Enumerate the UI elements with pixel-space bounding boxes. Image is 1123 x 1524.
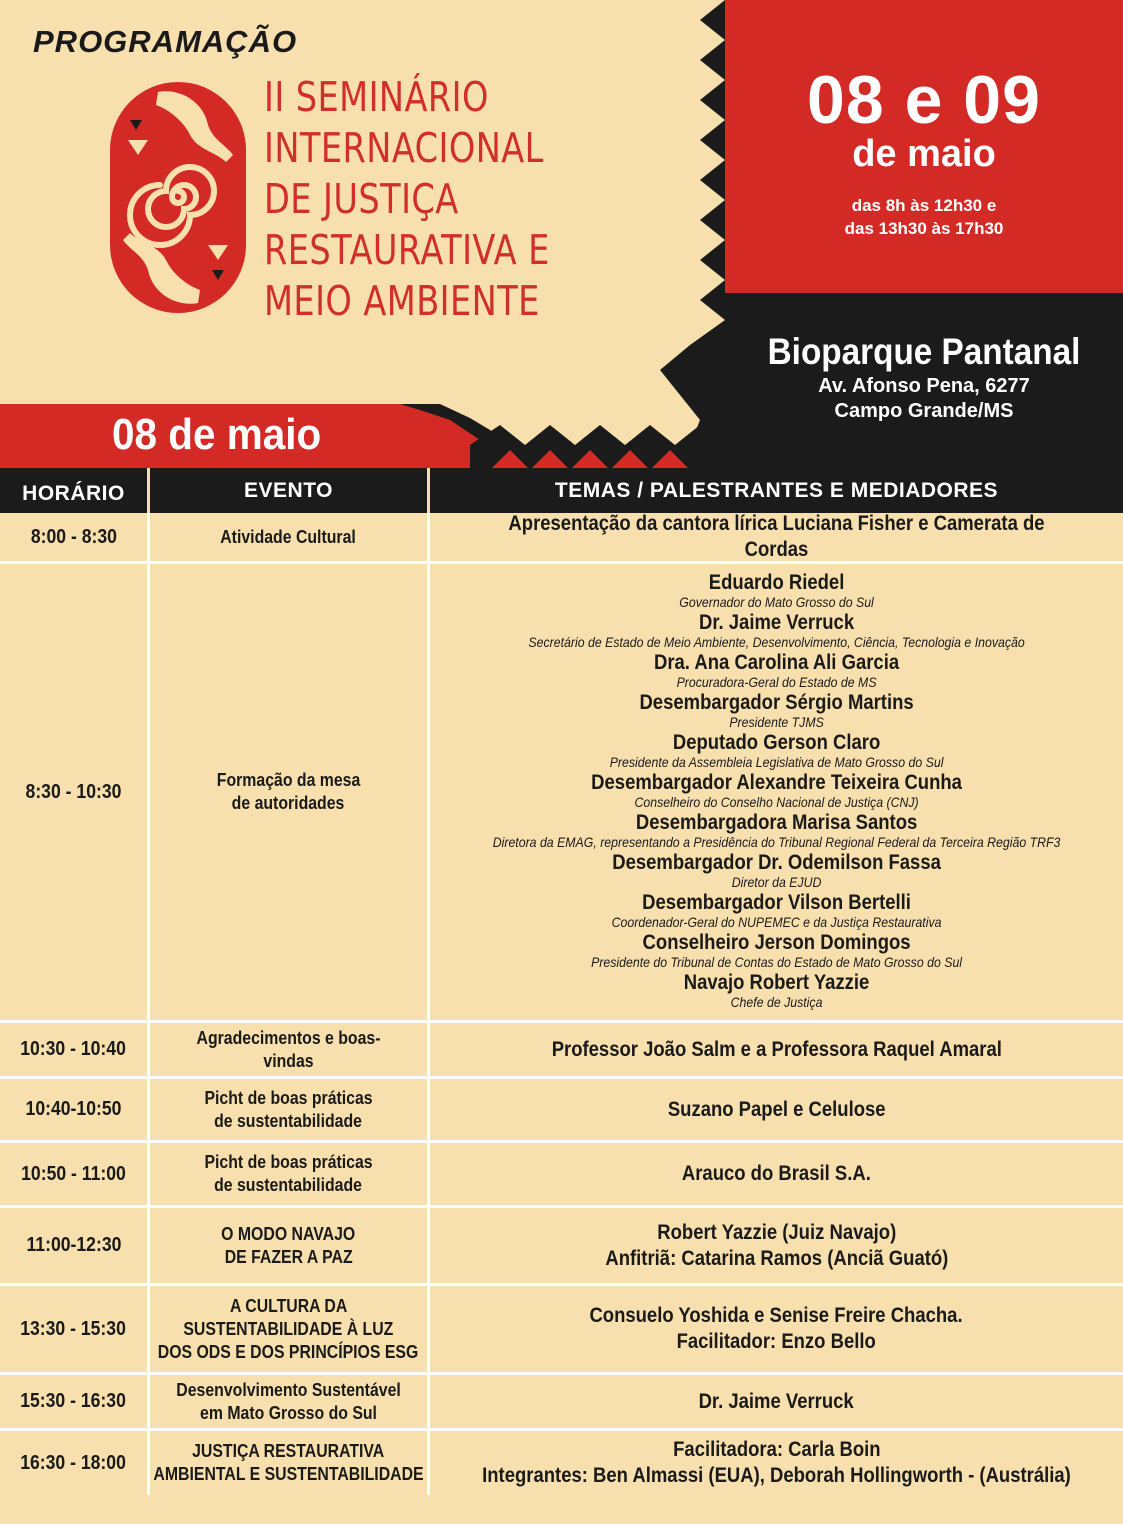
details-text: Professor João Salm e a Professora Raquel Amaral <box>551 1037 1002 1061</box>
venue-address: Av. Afonso Pena, 6277 <box>818 375 1030 397</box>
row-time <box>0 1143 150 1205</box>
details-text: Integrantes: Ben Almassi (EUA), Deborah Hollingworth - (Austrália) <box>482 1464 1071 1487</box>
event-text: Picht de boas práticas <box>204 1087 373 1108</box>
row-event <box>150 1208 430 1283</box>
row-time <box>0 1286 150 1372</box>
authority-role: Coordenador-Geral do NUPEMEC e da Justiça Restaurativa <box>611 914 942 930</box>
table-row <box>0 564 1123 1023</box>
details-text: Arauco do Brasil S.A. <box>682 1162 871 1185</box>
schedule-table <box>0 468 1123 1495</box>
details-text: Apresentação da cantora lírica Luciana Fisher e Camerata de Cordas <box>508 512 1045 561</box>
hours-line: das 13h30 às 17h30 <box>844 219 1004 238</box>
row-time <box>0 1023 150 1076</box>
time-text: 8:30 - 10:30 <box>25 780 122 803</box>
header-time: HORÁRIO <box>0 468 150 513</box>
venue <box>725 330 1123 424</box>
authority-role: Governador do Mato Grosso do Sul <box>679 594 874 610</box>
row-event <box>150 1286 430 1372</box>
table-header <box>0 468 1123 513</box>
venue-city: Campo Grande/MS <box>834 400 1014 422</box>
authority-name: Deputado Gerson Claro <box>672 731 881 754</box>
venue-name: Bioparque Pantanal <box>767 331 1081 372</box>
table-row <box>0 1431 1123 1495</box>
authority-name: Dra. Ana Carolina Ali Garcia <box>653 651 900 674</box>
time-text: 10:50 - 11:00 <box>21 1162 126 1185</box>
details-text: Robert Yazzie (Juiz Navajo) <box>657 1220 896 1244</box>
authority-name: Desembargadora Marisa Santos <box>635 811 918 834</box>
event-text: de sustentabilidade <box>214 1175 363 1195</box>
event-text: DE FAZER A PAZ <box>224 1246 353 1267</box>
seminar-title <box>264 72 550 327</box>
header-event: EVENTO <box>150 468 430 513</box>
event-text: O MODO NAVAJO <box>221 1223 356 1244</box>
row-details <box>430 1079 1123 1140</box>
row-event <box>150 564 430 1020</box>
row-time <box>0 1431 150 1495</box>
row-event <box>150 1375 430 1428</box>
seminar-title-line: MEIO AMBIENTE <box>264 277 540 325</box>
time-text: 8:00 - 8:30 <box>30 525 117 548</box>
event-text: SUSTENTABILIDADE À LUZ <box>183 1318 394 1339</box>
details-text: Dr. Jaime Verruck <box>698 1389 855 1413</box>
row-time <box>0 564 150 1020</box>
event-text: Atividade Cultural <box>220 526 357 547</box>
time-text: 13:30 - 15:30 <box>20 1317 127 1340</box>
table-row <box>0 1143 1123 1208</box>
row-event <box>150 1023 430 1076</box>
header-details: TEMAS / PALESTRANTES E MEDIADORES <box>554 478 999 502</box>
row-event <box>150 1431 430 1495</box>
authority-role: Presidente TJMS <box>729 714 824 730</box>
row-event <box>150 1079 430 1140</box>
authority-role: Diretor da EJUD <box>731 874 822 890</box>
seminar-title-line: RESTAURATIVA E <box>264 226 550 274</box>
row-event <box>150 1143 430 1205</box>
authority-name: Desembargador Vilson Bertelli <box>642 891 911 914</box>
row-event <box>150 513 430 561</box>
time-text: 15:30 - 16:30 <box>20 1390 127 1412</box>
details-text: Anfitriã: Catarina Ramos (Anciã Guató) <box>605 1246 948 1270</box>
time-text: 16:30 - 18:00 <box>20 1451 127 1474</box>
day-title: 08 de maio <box>112 410 322 459</box>
authority-name: Eduardo Riedel <box>708 571 845 594</box>
header <box>0 0 1123 470</box>
row-details <box>430 1375 1123 1428</box>
table-row <box>0 1023 1123 1079</box>
authority-role: Secretário de Estado de Meio Ambiente, Desenvolvimento, Ciência, Tecnologia e Inovação <box>528 634 1025 650</box>
date-month: de maio <box>852 133 996 175</box>
row-time <box>0 513 150 561</box>
event-text: Desenvolvimento Sustentável <box>176 1379 401 1400</box>
date-days: 08 e 09 <box>807 62 1041 138</box>
authority-name: Conselheiro Jerson Domingos <box>642 931 911 954</box>
event-dates <box>725 62 1123 240</box>
event-hours <box>725 194 1123 240</box>
authorities-list <box>430 564 1123 1020</box>
row-time <box>0 1208 150 1283</box>
details-text: Facilitadora: Carla Boin <box>672 1438 881 1461</box>
table-row <box>0 1079 1123 1143</box>
row-details <box>430 1431 1123 1495</box>
row-details <box>430 1143 1123 1205</box>
authorities-block <box>493 572 1061 1012</box>
authority-name: Navajo Robert Yazzie <box>683 971 870 994</box>
time-text: 11:00-12:30 <box>26 1234 121 1256</box>
event-text: em Mato Grosso do Sul <box>200 1402 377 1423</box>
event-text: de sustentabilidade <box>214 1110 363 1131</box>
authority-role: Diretora da EMAG, representando a Presidência do Tribunal Regional Federal da Terceira Região TRF3 <box>492 834 1061 850</box>
event-text: DOS ODS E DOS PRINCÍPIOS ESG <box>158 1341 419 1362</box>
seminar-logo-icon <box>108 80 248 315</box>
authority-role: Procuradora-Geral do Estado de MS <box>676 674 877 690</box>
row-details <box>430 1208 1123 1283</box>
program-label: PROGRAMAÇÃO <box>33 24 298 59</box>
table-row <box>0 1286 1123 1375</box>
authority-role: Conselheiro do Conselho Nacional de Justiça (CNJ) <box>634 794 919 810</box>
time-text: 10:40-10:50 <box>25 1098 122 1120</box>
authority-role: Presidente da Assembleia Legislativa de Mato Grosso do Sul <box>609 754 944 770</box>
details-text: Suzano Papel e Celulose <box>667 1097 886 1121</box>
row-time <box>0 1079 150 1140</box>
row-time <box>0 1375 150 1428</box>
details-text: Consuelo Yoshida e Senise Freire Chacha. <box>589 1304 964 1327</box>
event-text: AMBIENTAL E SUSTENTABILIDADE <box>153 1464 424 1484</box>
authority-name: Desembargador Alexandre Teixeira Cunha <box>591 771 962 794</box>
authority-role: Chefe de Justiça <box>730 994 823 1010</box>
authority-name: Desembargador Dr. Odemilson Fassa <box>612 851 941 874</box>
details-text: Facilitador: Enzo Bello <box>676 1330 877 1353</box>
table-row <box>0 513 1123 564</box>
seminar-title-line: DE JUSTIÇA <box>264 175 459 223</box>
event-text: Agradecimentos e boas-vindas <box>196 1027 381 1071</box>
event-text: A CULTURA DA <box>229 1295 348 1316</box>
table-row <box>0 1375 1123 1431</box>
table-row <box>0 1208 1123 1286</box>
event-text: JUSTIÇA RESTAURATIVA <box>192 1441 385 1461</box>
row-details <box>430 1023 1123 1076</box>
row-details <box>430 513 1123 561</box>
event-text: Picht de boas práticas <box>204 1152 373 1172</box>
seminar-title-line: II SEMINÁRIO <box>264 73 489 121</box>
event-text: Formação da mesa <box>216 770 361 790</box>
authority-name: Dr. Jaime Verruck <box>698 611 855 634</box>
event-text: de autoridades <box>232 793 345 813</box>
authority-name: Desembargador Sérgio Martins <box>639 691 914 714</box>
time-text: 10:30 - 10:40 <box>20 1038 127 1060</box>
hours-line: das 8h às 12h30 e <box>851 196 997 215</box>
seminar-title-line: INTERNACIONAL <box>264 124 544 172</box>
row-details <box>430 1286 1123 1372</box>
authority-role: Presidente do Tribunal de Contas do Estado de Mato Grosso do Sul <box>591 954 962 970</box>
